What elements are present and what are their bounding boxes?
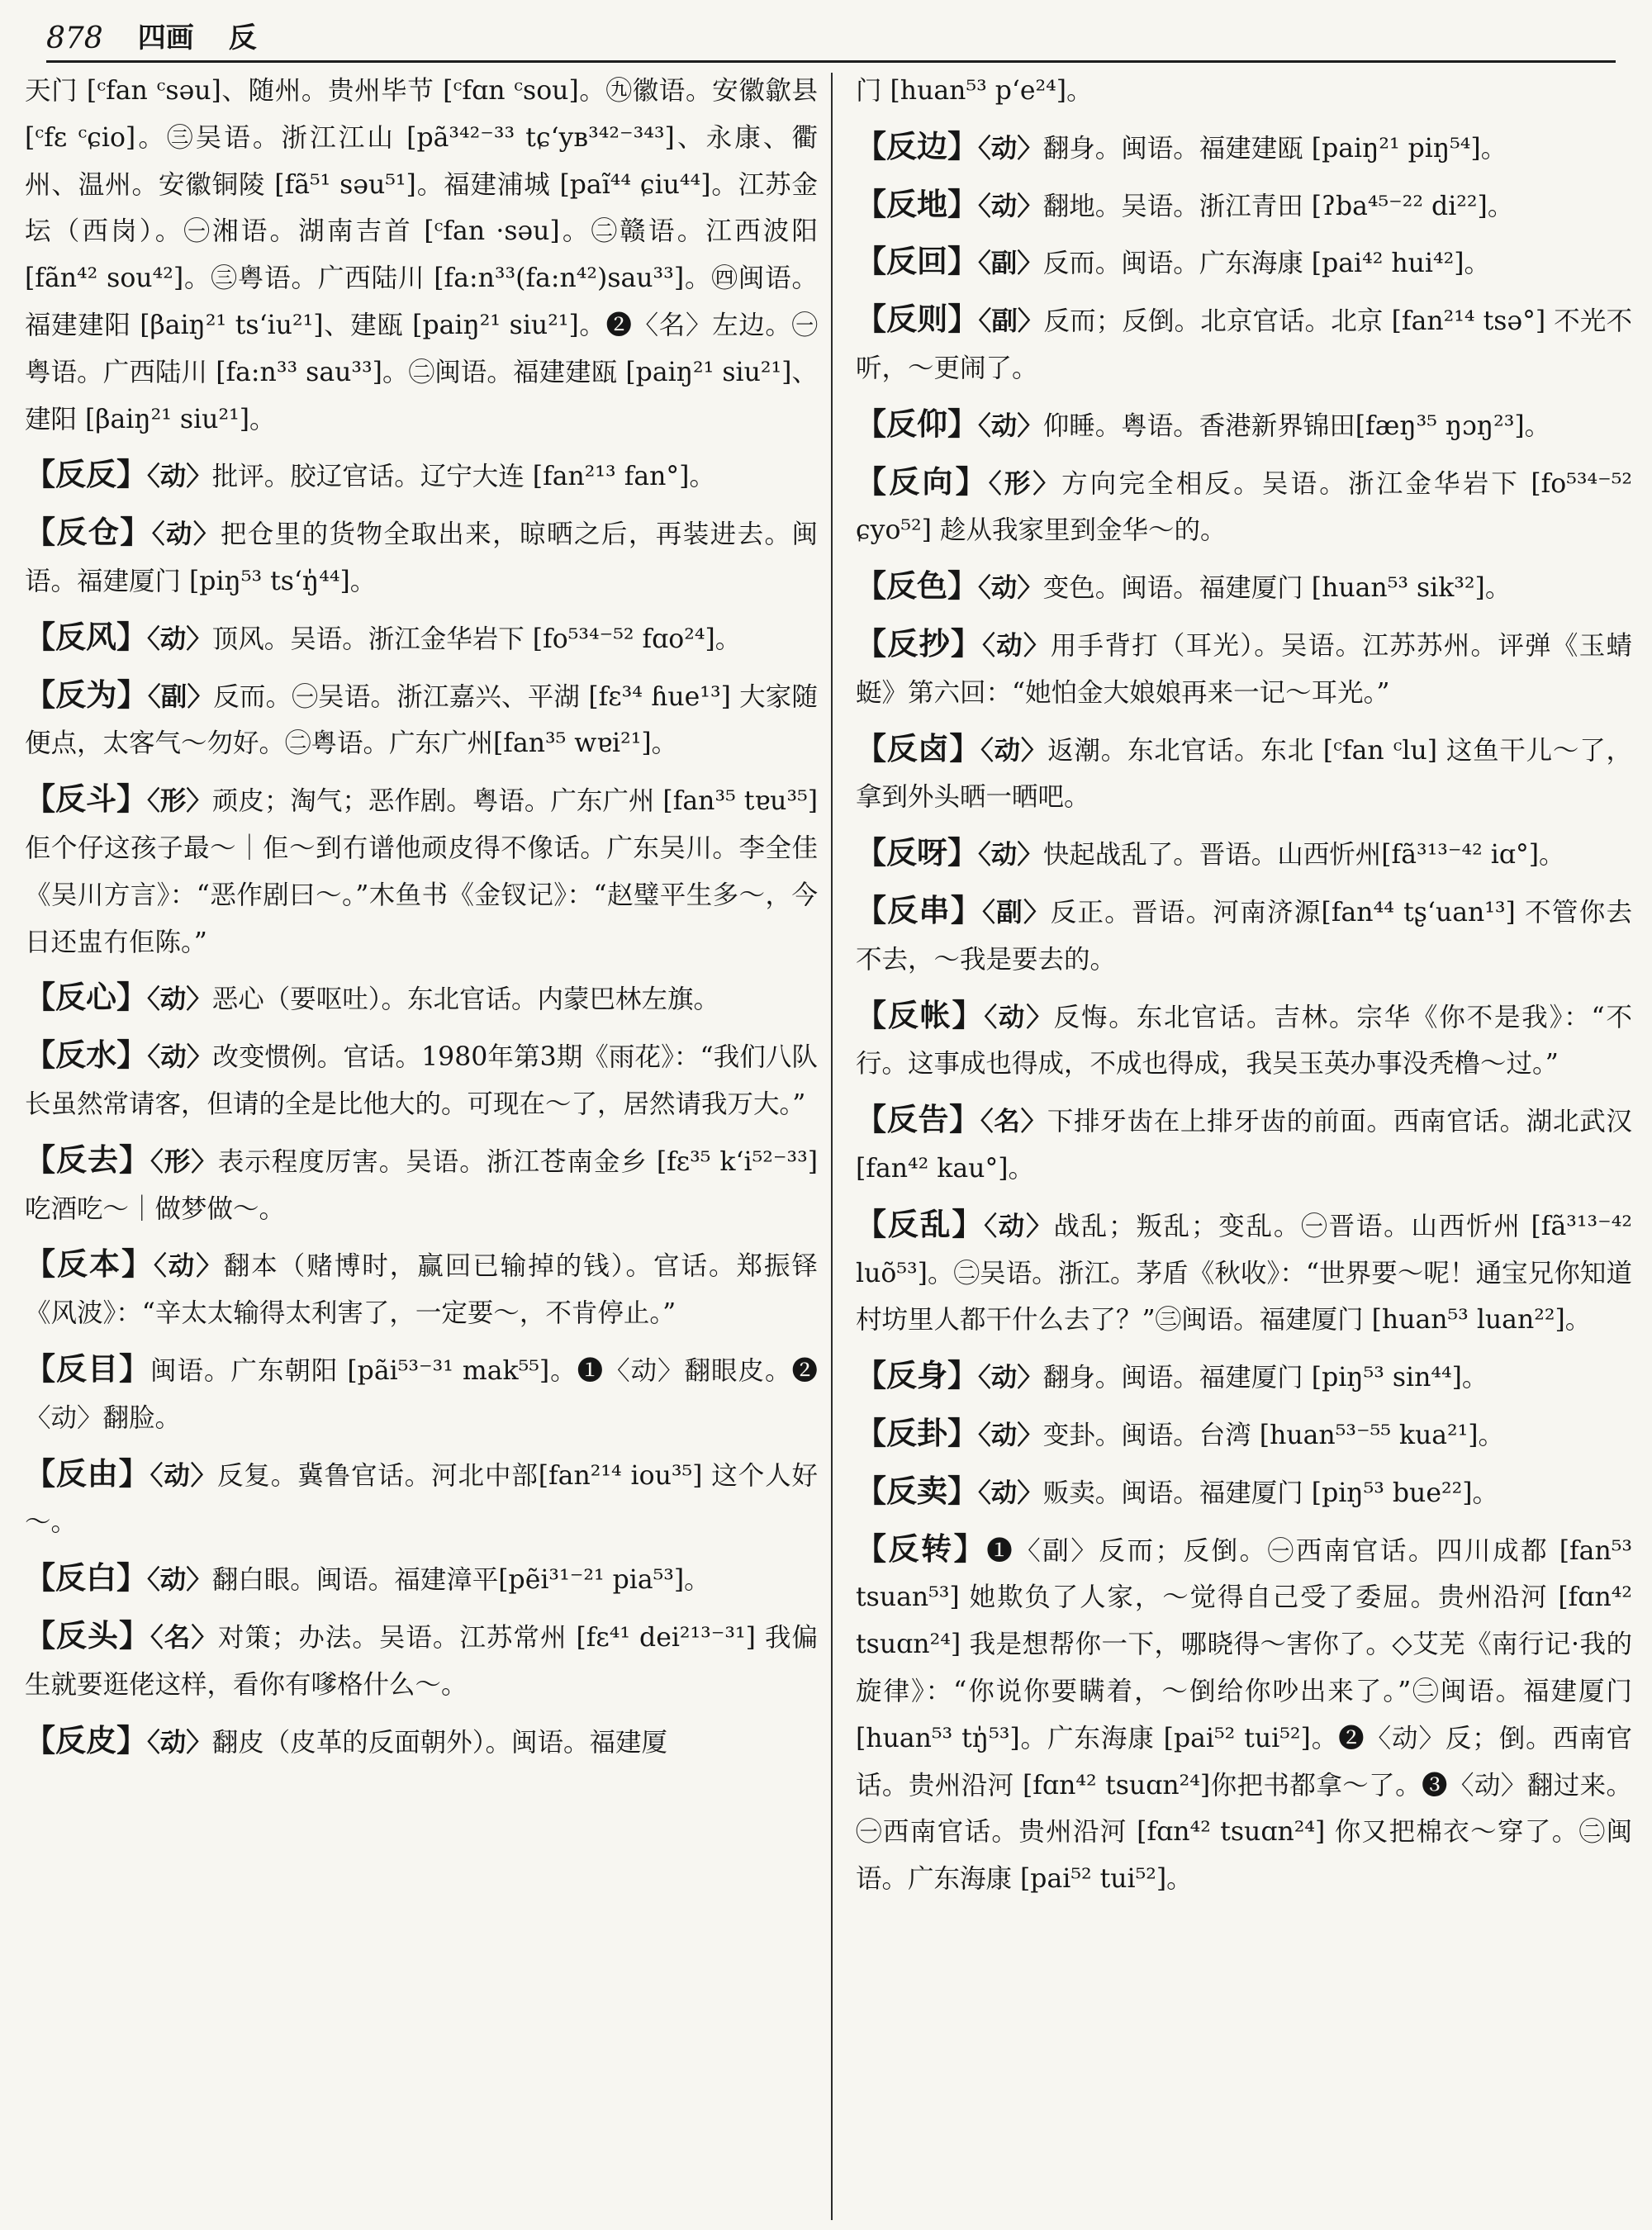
entry-fanfeng	[25, 614, 818, 663]
entry-headword: 【反反】	[25, 457, 147, 493]
entry-headword: 【反水】	[25, 1037, 148, 1074]
entry-text: 翻白眼。闽语。福建漳平[pẽi³¹⁻²¹ pia⁵³]。	[211, 1565, 710, 1596]
entry-headword: 【反白】	[25, 1560, 147, 1597]
entry-fanxin	[25, 975, 818, 1023]
entry-pos: 〈副〉	[978, 306, 1044, 337]
entry-headword: 【反地】	[856, 186, 978, 222]
entry-fanfan	[25, 452, 818, 501]
entry-headword: 【反风】	[25, 619, 147, 655]
entry-text: 对策；办法。吴语。江苏常州 [fɛ⁴¹ dei²¹³⁻³¹] 我偏生就要逛佬这样，看你有嗲格什么～。	[25, 1622, 818, 1700]
entry-fanhui	[856, 239, 1632, 287]
entry-text: 翻身。闽语。福建建瓯 [paiŋ²¹ piŋ⁵⁴]。	[1042, 133, 1507, 164]
entry-headword: 【反为】	[25, 676, 148, 713]
section-label: 四画	[137, 21, 194, 55]
entry-pos: 〈动〉	[150, 1459, 218, 1491]
entry-pos: 〈动〉	[978, 1419, 1043, 1450]
entry-text: 恶心（要呕吐）。东北官话。内蒙巴林左旗。	[211, 985, 720, 1015]
entry-fanmu	[25, 1346, 818, 1442]
entry-fanmai	[856, 1468, 1632, 1517]
entry-fanchao	[856, 621, 1632, 717]
entry-headword: 【反呀】	[856, 835, 978, 871]
entry-text: 天门 [ᶜfan ᶜsəu]、随州。贵州毕节 [ᶜfɑn ᶜsou]。㊈徽语。安徽歙县 [ᶜfɛ ᶜɕio]。㊂吴语。浙江江山 [pã³⁴²⁻³³ tɕʻyʙ³⁴²⁻³⁴³]、永康、衢州、温州。安徽铜陵 [fã⁵¹ səu⁵¹]。福建浦城 [paĩ⁴⁴ ɕiu⁴⁴]。江苏金坛（西岗）。㊀湘语。湖南吉首 [ᶜfan ·səu]。㊁赣语。江西波阳 [fãn⁴² sou⁴²]。㊂粤语。广西陆川 [fa:n³³(fa:n⁴²)sau³³]。㊃闽语。福建建阳 [βaiŋ²¹ tsʻiu²¹]、建瓯 [paiŋ²¹ siu²¹]。❷〈名〉左边。㊀粤语。广西陆川 [fa:n³³ sau³³]。㊁闽语。福建建瓯 [paiŋ²¹ siu²¹]、建阳 [βaiŋ²¹ siu²¹]。	[25, 76, 818, 434]
entry-headword: 【反皮】	[25, 1722, 147, 1758]
entry-fanpi	[25, 1718, 818, 1767]
entry-text: 表示程度厉害。吴语。浙江苍南金乡 [fɛ³⁵ kʻi⁵²⁻³³] 吃酒吃～｜做梦做～。	[25, 1146, 818, 1224]
entry-text: 返潮。东北官话。东北 [ᶜfan ᶜlu] 这鱼干儿～了，拿到外头晒一晒吧。	[856, 735, 1632, 813]
entry-text: 反而。闽语。广东海康 [pai⁴² hui⁴²]。	[1042, 249, 1491, 279]
entry-pos: 〈动〉	[978, 132, 1043, 164]
entry-fantou	[25, 1613, 818, 1709]
entry-pos: 〈动〉	[980, 734, 1048, 766]
entry-pos: 〈副〉	[982, 896, 1051, 928]
entry-headword: 【反串】	[856, 892, 983, 928]
entry-fanyou	[25, 1451, 818, 1547]
entry-pos: 〈名〉	[980, 1106, 1047, 1137]
entry-pos: 〈动〉	[978, 190, 1043, 221]
entry-text: 变色。闽语。福建厦门 [huan⁵³ sik³²]。	[1042, 573, 1512, 604]
entry-pos: 〈动〉	[984, 1001, 1054, 1032]
entry-fanwei	[25, 672, 818, 768]
entry-fanqu	[25, 1137, 818, 1233]
entry-fangao	[856, 1097, 1632, 1193]
entry-pos: 〈动〉	[147, 461, 212, 492]
entry-text: 下排牙齿在上排牙齿的前面。西南官话。湖北武汉 [fan⁴² kau°]。	[856, 1107, 1632, 1184]
entry-text: 顽皮；淘气；恶作剧。粤语。广东广州 [fan³⁵ tɐu³⁵] 佢个仔这孩子最～｜佢～到冇谱他顽皮得不像话。广东吴川。李全佳《吴川方言》：“恶作剧曰～。”木鱼书《金钗记》：“赵璧平生多～，今日还盅冇佢陈。”	[25, 786, 818, 957]
entry-continuation-right	[856, 68, 1632, 115]
entry-headword: 【反乱】	[856, 1206, 985, 1242]
entry-headword: 【反则】	[856, 301, 979, 338]
entry-headword: 【反本】	[25, 1246, 154, 1283]
entry-fanyang	[856, 401, 1632, 450]
entry-pos: 〈动〉	[978, 1362, 1043, 1393]
entry-fancang	[25, 510, 818, 605]
entry-text: 闽语。广东朝阳 [pãi⁵³⁻³¹ mak⁵⁵]。❶〈动〉翻眼皮。❷〈动〉翻脸。	[25, 1355, 818, 1433]
entry-text: 变卦。闽语。台湾 [huan⁵³⁻⁵⁵ kua²¹]。	[1042, 1420, 1505, 1450]
entry-fangua	[856, 1411, 1632, 1459]
entry-text: 门 [huan⁵³ pʻe²⁴]。	[856, 76, 1093, 106]
entry-fanlu	[856, 726, 1632, 822]
entry-text: 反而。㊀吴语。浙江嘉兴、平湖 [fɛ³⁴ ɦue¹³] 大家随便点，太客气～勿好。㊁粤语。广东广州[fan³⁵ wɐi²¹]。	[25, 681, 818, 759]
entry-pos: 〈形〉	[150, 1146, 218, 1177]
entry-pos: 〈动〉	[147, 984, 212, 1015]
entry-pos: 〈形〉	[988, 467, 1062, 499]
entry-text: 翻地。吴语。浙江青田 [ʔba⁴⁵⁻²² di²²]。	[1042, 191, 1514, 221]
entry-fanzhang	[856, 993, 1632, 1089]
entry-fanluan	[856, 1202, 1632, 1344]
entry-fanya	[856, 830, 1632, 879]
entry-text: 反复。冀鲁官话。河北中部[fan²¹⁴ iou³⁵] 这个人好～。	[25, 1460, 818, 1538]
header-character: 反	[228, 21, 257, 55]
entry-fanbian	[856, 124, 1632, 173]
entry-pos: 〈动〉	[978, 572, 1043, 604]
entry-text: 翻身。闽语。福建厦门 [piŋ⁵³ sin⁴⁴]。	[1042, 1363, 1488, 1393]
page-header	[46, 15, 1616, 63]
entry-fanxiang	[856, 459, 1632, 555]
entry-text: 把仓里的货物全取出来，晾晒之后，再装进去。闽语。福建厦门 [piŋ⁵³ tsʻŋ̍⁴⁴]。	[25, 520, 818, 596]
entry-headword: 【反身】	[856, 1358, 978, 1394]
entry-headword: 【反卤】	[856, 730, 981, 766]
entry-headword: 【反仰】	[856, 406, 978, 442]
entry-pos: 〈动〉	[147, 623, 212, 654]
entry-pos: 〈动〉	[151, 519, 221, 550]
entry-pos: 〈动〉	[978, 410, 1043, 441]
entry-pos: 〈动〉	[147, 1041, 213, 1073]
entry-continuation-left	[25, 68, 818, 443]
entry-headword: 【反卦】	[856, 1415, 978, 1451]
entry-headword: 【反卖】	[856, 1473, 978, 1509]
entry-fanshui	[25, 1032, 818, 1128]
entry-headword: 【反色】	[856, 568, 978, 605]
entry-pos: 〈动〉	[978, 1477, 1043, 1508]
entry-pos: 〈动〉	[147, 1564, 212, 1596]
entry-headword: 【反告】	[856, 1102, 980, 1138]
entry-text: 快起战乱了。晋语。山西忻州[fã³¹³⁻⁴² iɑ°]。	[1042, 840, 1565, 871]
entry-pos: 〈动〉	[978, 839, 1043, 871]
entry-pos: 〈动〉	[984, 1210, 1054, 1241]
entry-fanzhuan	[856, 1526, 1632, 1903]
entry-headword: 【反转】	[856, 1530, 987, 1567]
entry-fanse	[856, 563, 1632, 612]
entry-pos: 〈动〉	[982, 629, 1051, 661]
right-column	[856, 68, 1632, 2215]
entry-headword: 【反头】	[25, 1617, 151, 1654]
entry-headword: 【反由】	[25, 1455, 150, 1492]
entry-text: 翻皮（皮革的反面朝外）。闽语。福建厦	[211, 1727, 668, 1758]
entry-fandou	[25, 776, 818, 966]
entry-text: 贩卖。闽语。福建厦门 [piŋ⁵³ bue²²]。	[1042, 1478, 1499, 1508]
entry-pos: 〈动〉	[154, 1250, 224, 1282]
entry-fandi	[856, 182, 1632, 230]
entry-pos: 〈名〉	[150, 1621, 218, 1653]
entry-fanchuan	[856, 888, 1632, 984]
entry-headword: 【反帐】	[856, 997, 985, 1033]
entry-fanshen	[856, 1353, 1632, 1402]
entry-text: 用手背打（耳光）。吴语。江苏苏州。评弹《玉蜻蜓》第六回：“她怕金大娘娘再来一记～耳光。”	[856, 630, 1632, 708]
entry-text: 顶风。吴语。浙江金华岩下 [fo⁵³⁴⁻⁵² fɑo²⁴]。	[211, 624, 742, 654]
entry-headword: 【反去】	[25, 1141, 151, 1178]
left-column	[25, 68, 818, 2215]
entry-headword: 【反回】	[856, 244, 978, 280]
page-number: 878	[46, 21, 103, 55]
entry-text: ❶〈副〉反而；反倒。㊀西南官话。四川成都 [fan⁵³ tsuan⁵³] 她欺负了人家，～觉得自己受了委屈。贵州沿河 [fɑn⁴² tsuɑn²⁴] 我是想帮你一下，哪晓得～害你了。◇艾芜《南行记·我的旋律》：“你说你要瞒着，～倒给你吵出来了。”㊁闽语。福建厦门 [huan⁵³ tŋ̍⁵³]。广东海康 [pai⁵² tui⁵²]。❷〈动〉反；倒。西南官话。贵州沿河 [fɑn⁴² tsuɑn²⁴]你把书都拿～了。❸〈动〉翻过来。㊀西南官话。贵州沿河 [fɑn⁴² tsuɑn²⁴] 你又把棉衣～穿了。㊁闽语。广东海康 [pai⁵² tui⁵²]。	[856, 1535, 1632, 1895]
entry-text: 反正。晋语。河南济源[fan⁴⁴ tʂʻuan¹³] 不管你去不去，～我是要去的。	[856, 897, 1632, 975]
entry-pos: 〈形〉	[147, 785, 212, 817]
entry-fanze	[856, 297, 1632, 392]
entry-pos: 〈动〉	[147, 1726, 212, 1758]
entry-headword: 【反心】	[25, 980, 147, 1016]
entry-text: 方向完全相反。吴语。浙江金华岩下 [fo⁵³⁴⁻⁵² ɕyo⁵²] 趁从我家里到金华～的。	[856, 468, 1632, 546]
entry-text: 反悔。东北官话。吉林。宗华《你不是我》：“不行。这事成也得成，不成也得成，我吴玉英办事没秃橹～过。”	[856, 1002, 1632, 1079]
entry-text: 仰睡。粤语。香港新界锦田[fæŋ³⁵ ŋɔŋ²³]。	[1042, 410, 1551, 441]
entry-fanben	[25, 1241, 818, 1337]
entry-pos: 〈副〉	[978, 248, 1043, 279]
entry-text: 改变惯例。官话。1980年第3期《雨花》：“我们八队长虽然常请客，但请的全是比他大的。可现在～了，居然请我万大。”	[25, 1042, 818, 1119]
entry-headword: 【反目】	[25, 1350, 150, 1387]
entry-text: 翻本（赌博时，赢回已输掉的钱）。官话。郑振铎《风波》：“辛太太输得太利害了，一定要～，不肯停止。”	[25, 1251, 818, 1329]
entry-headword: 【反边】	[856, 128, 978, 164]
entry-headword: 【反向】	[856, 463, 989, 500]
entry-headword: 【反斗】	[25, 781, 148, 818]
entry-pos: 〈副〉	[147, 681, 214, 712]
entry-text: 反而；反倒。北京官话。北京 [fan²¹⁴ tsə°] 不光不听，～更闹了。	[856, 306, 1632, 383]
entry-text: 战乱；叛乱；变乱。㊀晋语。山西忻州 [fã³¹³⁻⁴² luõ⁵³]。㊁吴语。浙江。茅盾《秋收》：“世界要～呢！通宝兄你知道村坊里人都干什么去了？”㊂闽语。福建厦门 [huan⁵³ luan²²]。	[856, 1211, 1632, 1336]
column-divider	[831, 73, 833, 2220]
entry-headword: 【反抄】	[856, 625, 983, 662]
entry-headword: 【反仓】	[25, 515, 152, 551]
entry-fanbai	[25, 1555, 818, 1604]
entry-text: 批评。胶辽官话。辽宁大连 [fan²¹³ fan°]。	[211, 462, 715, 492]
